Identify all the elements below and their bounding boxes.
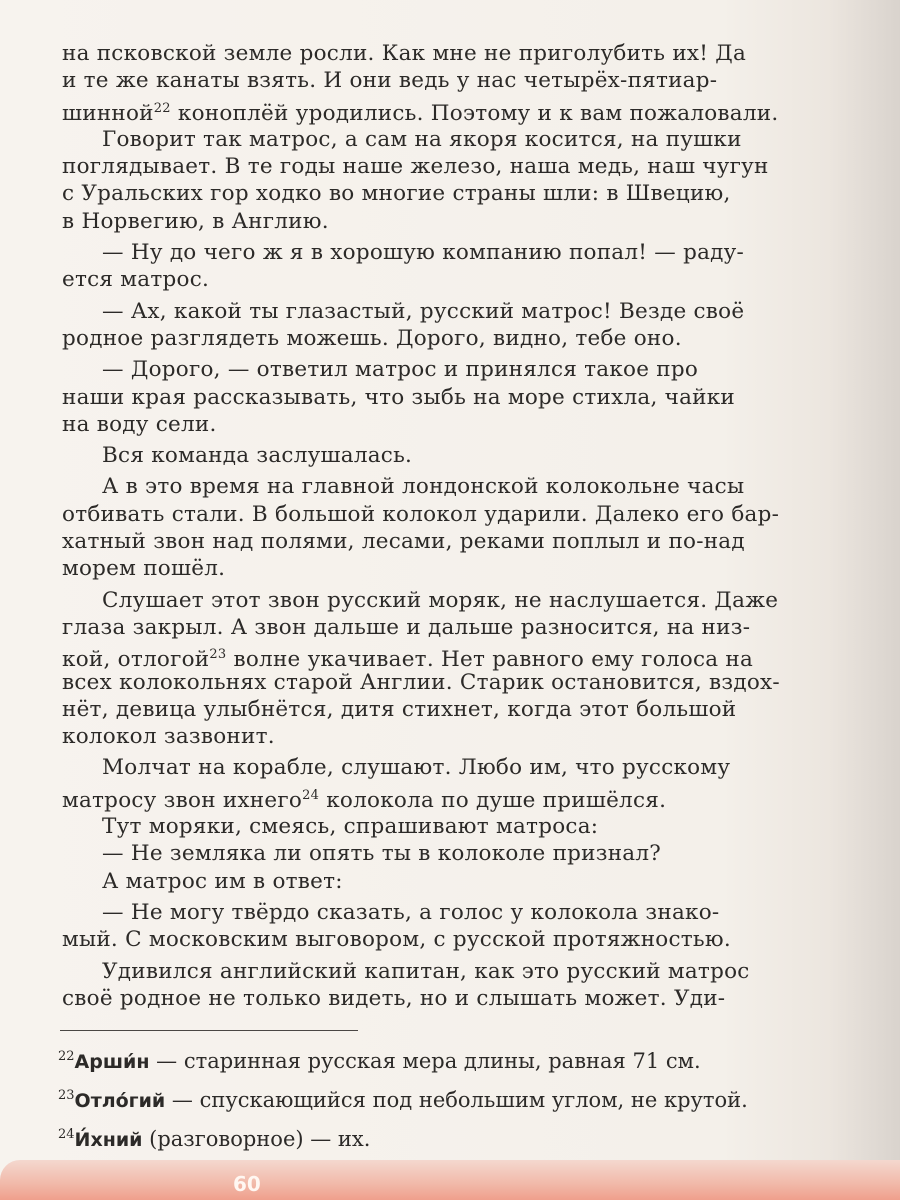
text-line: на псковской земле росли. Как мне не приголубить их! Да	[62, 41, 747, 66]
text-line: — Не могу твёрдо сказать, а голос у колокола знако-	[102, 899, 720, 925]
text-line: и те же канаты взять. И они ведь у нас четырёх-пятиар-	[62, 68, 718, 94]
text-line: нёт, девица улыбнётся, дитя стихнет, когда этот большой	[62, 696, 737, 722]
text-line: мый. С московским выговором, с русской протяжностью.	[62, 927, 731, 953]
text-line: родное разглядеть можешь. Дорого, видно, тебе оно.	[62, 325, 682, 351]
text-line: ется матрос.	[62, 267, 210, 293]
text-line: матросу звон ихнего$^{24}$ колокола по душе пришёлся.	[62, 787, 667, 813]
text-line: хатный звон над полями, лесами, реками поплыл и по-над	[62, 529, 745, 555]
text-line: в Норвегию, в Англию.	[62, 208, 329, 234]
footnote-term: И́хний	[74, 1129, 143, 1151]
text-line: — Не земляка ли опять ты в колоколе признал?	[102, 841, 662, 867]
text-line: — Ну до чего ж я в хорошую компанию попал! — раду-	[102, 240, 745, 266]
footnote-ref: 24	[302, 787, 320, 803]
footnote-24: $^{24}$И́хний (разговорное) — их.	[58, 1127, 371, 1151]
text-line: Удивился английский капитан, как это русский матрос	[102, 958, 750, 984]
text-line: Молчат на корабле, слушают. Любо им, что русскому	[102, 755, 731, 781]
text-line: Тут моряки, смеясь, спрашивают матроса:	[102, 814, 599, 840]
text-line: Говорит так матрос, а сам на якоря косится, на пушки	[102, 126, 742, 152]
footnote-23: $^{23}$Отло́гий — спускающийся под небольшим углом, не крутой.	[58, 1088, 748, 1112]
footnote-ref: 23	[209, 647, 227, 663]
text-line: всех колокольнях старой Англии. Старик остановится, вздох-	[62, 669, 780, 695]
text-line: поглядывает. В те годы наше железо, наша медь, наш чугун	[62, 154, 769, 180]
body-text	[62, 40, 900, 1012]
footnote-divider	[60, 1030, 358, 1031]
text-line: своё родное не только видеть, но и слышать может. Уди-	[62, 985, 726, 1011]
footnote-ref: 22	[153, 100, 171, 116]
text-line: морем пошёл.	[62, 556, 226, 582]
footnote-22: $^{22}$Арши́н — старинная русская мера длины, равная 71 см.	[58, 1049, 701, 1073]
text-line: с Уральских гор ходко во многие страны шли: в Швецию,	[62, 181, 731, 207]
text-line: А в это время на главной лондонской колокольне часы	[102, 474, 745, 500]
page-footer-band	[0, 1160, 900, 1200]
text-line: кой, отлогой$^{23}$ волне укачивает. Нет равного ему голоса на	[62, 647, 754, 673]
text-line: — Дорого, — ответил матрос и принялся такое про	[102, 357, 699, 383]
text-line: Слушает этот звон русский моряк, не наслушается. Даже	[102, 587, 779, 613]
text-line: отбивать стали. В большой колокол ударили. Далеко его бар-	[62, 501, 780, 527]
footnote-term: Отло́гий	[74, 1090, 166, 1112]
text-line: на воду сели.	[62, 411, 217, 437]
footnotes	[58, 1040, 900, 1157]
text-line: шинной$^{22}$ коноплёй уродились. Поэтому и к вам пожаловали.	[62, 100, 779, 126]
text-line: наши края рассказывать, что зыбь на море стихла, чайки	[62, 384, 736, 410]
page-number: 60	[233, 1172, 261, 1196]
footnote-term: Арши́н	[74, 1051, 150, 1073]
text-line: Вся команда заслушалась.	[102, 443, 413, 469]
text-line: А матрос им в ответ:	[102, 868, 343, 894]
text-line: глаза закрыл. А звон дальше и дальше разносится, на низ-	[62, 614, 751, 640]
text-line: — Ах, какой ты глазастый, русский матрос! Везде своё	[102, 298, 745, 324]
text-line: колокол зазвонит.	[62, 724, 275, 750]
